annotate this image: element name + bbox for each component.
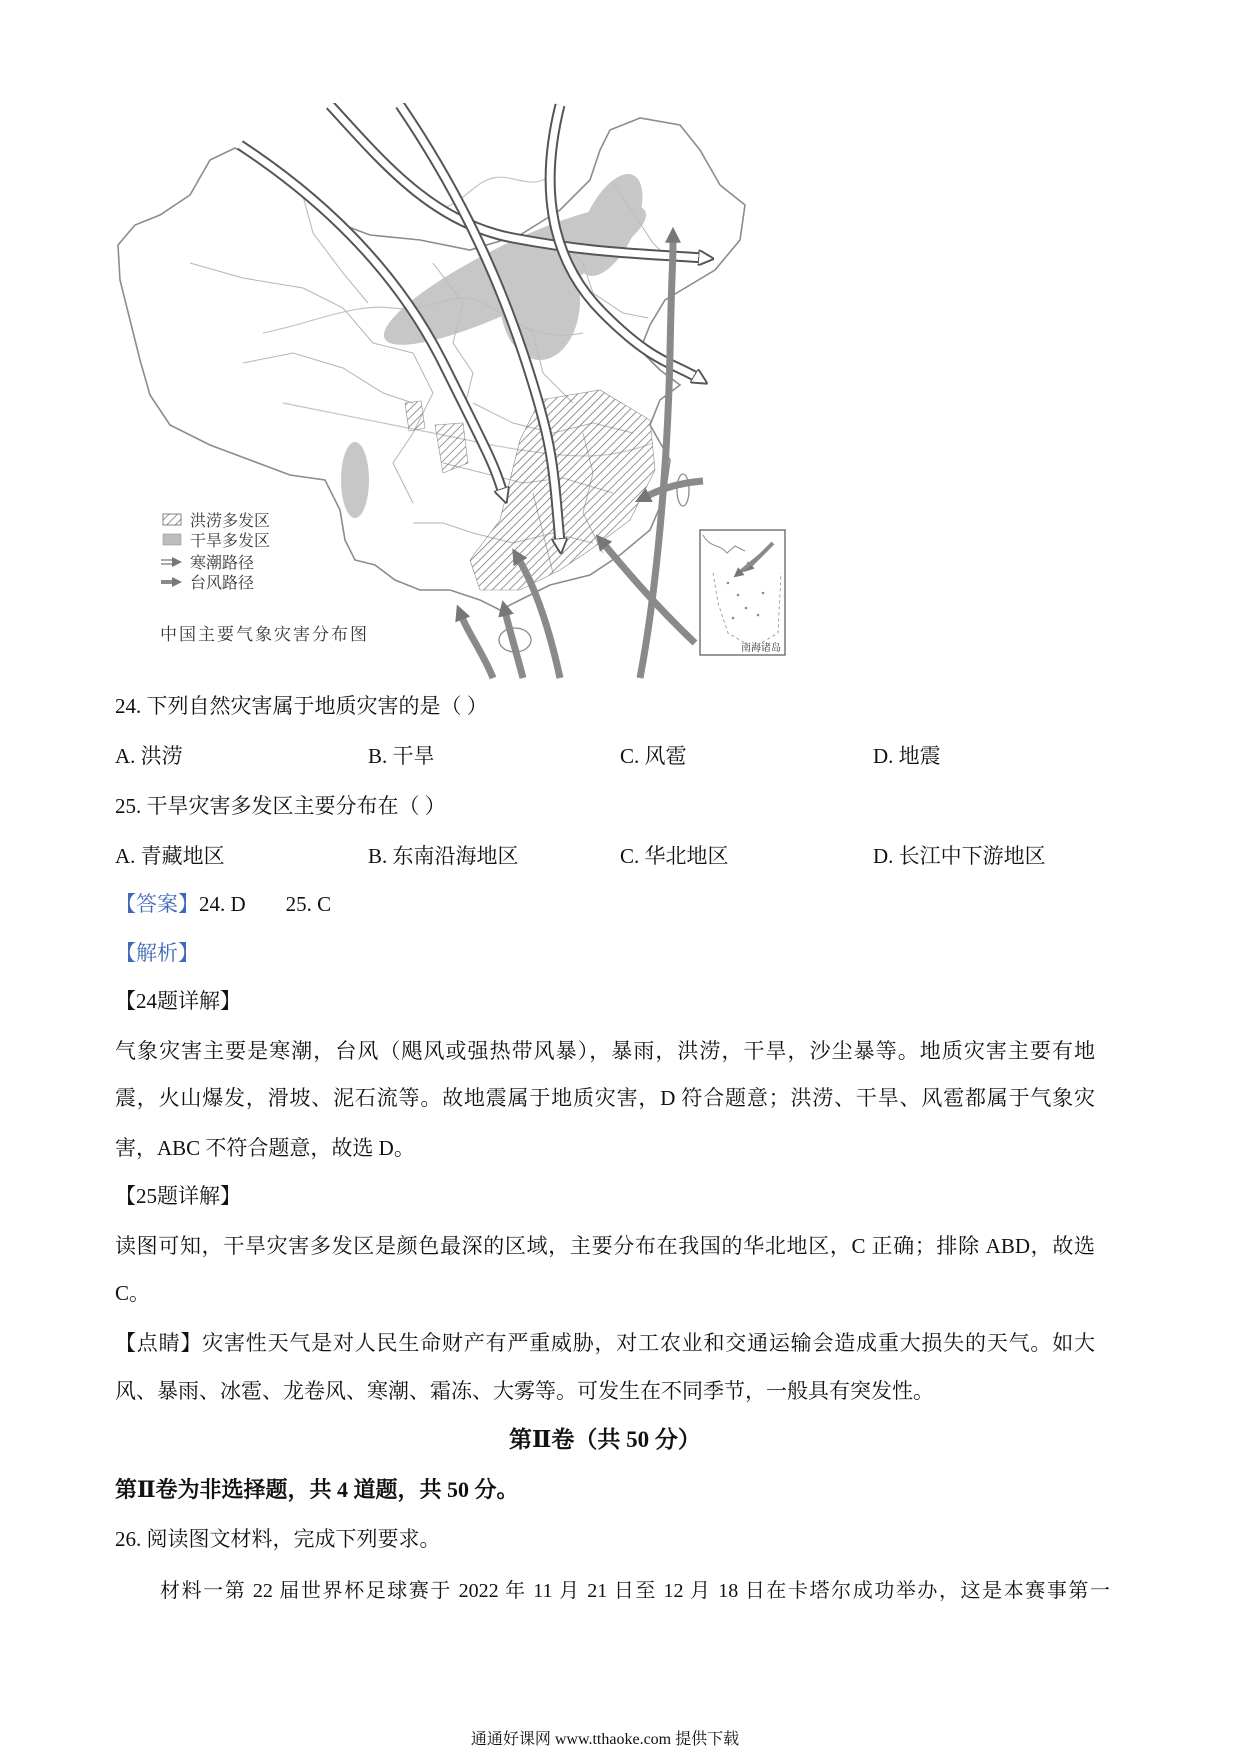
- option-b: B. 干旱: [368, 744, 435, 768]
- typhoon-arrow: [461, 615, 493, 678]
- question-24-stem: 24. 下列自然灾害属于地质灾害的是（ ）: [115, 694, 488, 718]
- tip-text: 灾害性天气是对人民生命财产有严重威胁，对工农业和交通运输会造成重大损失的天气。如大: [202, 1331, 1096, 1355]
- option-a: A. 青藏地区: [115, 844, 225, 868]
- answer-tag: 【答案】: [115, 892, 199, 916]
- option-a: A. 洪涝: [115, 744, 183, 768]
- option-d: D. 长江中下游地区: [873, 844, 1046, 868]
- question-25-stem: 25. 干旱灾害多发区主要分布在（ ）: [115, 794, 446, 818]
- drought-swatch-icon: [163, 534, 181, 545]
- flood-swatch-icon: [163, 514, 181, 525]
- page-footer: 通通好课网 www.tthaoke.com 提供下载: [470, 1731, 740, 1748]
- detail-24-line: 气象灾害主要是寒潮，台风（飓风或强热带风暴），暴雨，洪涝，干旱，沙尘暴等。地质灾害主要有地: [115, 1039, 1095, 1063]
- legend-label-cold-wave: 寒潮路径: [190, 555, 255, 572]
- map-caption: 中国主要气象灾害分布图: [160, 625, 369, 644]
- section-2-note: 第Ⅱ卷为非选择题，共 4 道题，共 50 分。: [115, 1477, 519, 1502]
- analysis-tag: 【解析】: [115, 941, 199, 965]
- tip-line: [115, 1330, 1095, 1356]
- answer-24: 24. D: [199, 892, 246, 916]
- taiwan-island: [677, 474, 689, 506]
- section-2-heading: 第Ⅱ卷（共 50 分）: [509, 1427, 701, 1452]
- question-26-stem: 26. 阅读图文材料，完成下列要求。: [115, 1527, 441, 1551]
- tip-tag: 【点睛】: [115, 1331, 203, 1355]
- legend-label-flood: 洪涝多发区: [190, 513, 271, 530]
- tip-line: 风、暴雨、冰雹、龙卷风、寒潮、霜冻、大雾等。可发生在不同季节，一般具有突发性。: [115, 1379, 934, 1403]
- detail-25-title: 【25题详解】: [115, 1184, 241, 1208]
- weather-disaster-map: [113, 103, 803, 683]
- detail-25-line: C。: [115, 1281, 151, 1305]
- legend-label-drought: 干旱多发区: [190, 533, 271, 550]
- option-c: C. 风雹: [620, 744, 687, 768]
- answer-line: [115, 891, 331, 917]
- option-b: B. 东南沿海地区: [368, 844, 519, 868]
- inset-label: 南海诸岛: [741, 643, 781, 654]
- detail-24-line: 害，ABC 不符合题意，故选 D。: [115, 1136, 415, 1160]
- detail-24-title: 【24题详解】: [115, 989, 241, 1013]
- answer-25: 25. C: [285, 892, 332, 916]
- material-one-line: 材料一第 22 届世界杯足球赛于 2022 年 11 月 21 日至 12 月 18 日在卡塔尔成功举办，这是本赛事第一: [160, 1580, 1110, 1602]
- option-d: D. 地震: [873, 744, 941, 768]
- legend-label-typhoon: 台风路径: [190, 575, 255, 592]
- south-china-sea-inset: [700, 530, 785, 655]
- option-c: C. 华北地区: [620, 844, 729, 868]
- detail-24-line: 震，火山爆发，滑坡、泥石流等。故地震属于地质灾害，D 符合题意；洪涝、干旱、风雹都属于气象灾: [115, 1086, 1095, 1110]
- detail-25-line: 读图可知，干旱灾害多发区是颜色最深的区域，主要分布在我国的华北地区，C 正确；排除 ABD，故选: [115, 1234, 1095, 1258]
- map-legend: [161, 512, 270, 592]
